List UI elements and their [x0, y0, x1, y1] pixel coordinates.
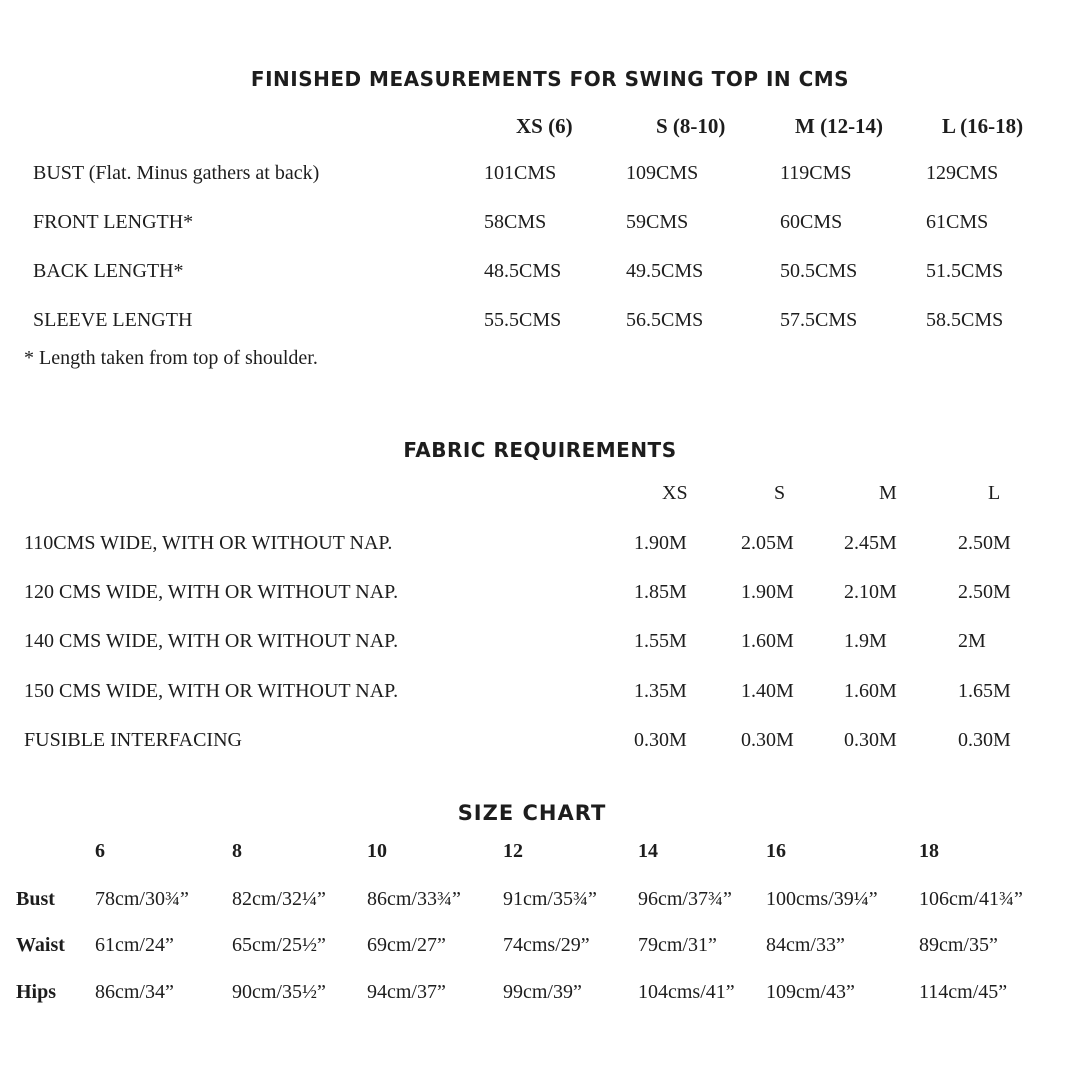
cell-value: 1.40M [741, 680, 794, 702]
cell-value: 58CMS [484, 211, 547, 233]
finished-measurements-title: FINISHED MEASUREMENTS FOR SWING TOP IN CMS [250, 67, 850, 91]
cell-value: 0.30M [634, 729, 687, 751]
size-chart-header: 8 [232, 840, 242, 862]
fabric-row-label: 150 CMS WIDE, WITH OR WITHOUT NAP. [24, 680, 399, 702]
size-chart-header: 14 [638, 840, 658, 862]
cell-value: 2M [958, 630, 986, 652]
cell-value: 82cm/32¼” [232, 888, 326, 910]
cell-value: 55.5CMS [484, 309, 562, 331]
cell-value: 1.55M [634, 630, 687, 652]
size-chart-header: 10 [367, 840, 387, 862]
fabric-size-header-s: S [774, 482, 786, 504]
cell-value: 90cm/35½” [232, 981, 326, 1003]
row-label-back-length: BACK LENGTH* [33, 260, 184, 282]
size-chart-header: 18 [919, 840, 939, 862]
cell-value: 1.85M [634, 581, 687, 603]
fabric-row-label: 140 CMS WIDE, WITH OR WITHOUT NAP. [24, 630, 399, 652]
cell-value: 48.5CMS [484, 260, 562, 282]
cell-value: 91cm/35¾” [503, 888, 597, 910]
cell-value: 1.9M [844, 630, 887, 652]
fabric-row-label: 120 CMS WIDE, WITH OR WITHOUT NAP. [24, 581, 399, 603]
footnote: * Length taken from top of shoulder. [24, 347, 318, 369]
fabric-size-header-m: M [879, 482, 897, 504]
cell-value: 65cm/25½” [232, 934, 326, 956]
cell-value: 84cm/33” [766, 934, 845, 956]
size-header-l: L (16-18) [942, 114, 1024, 138]
cell-value: 129CMS [926, 162, 999, 184]
size-header-m: M (12-14) [795, 114, 884, 138]
size-chart-header: 16 [766, 840, 786, 862]
cell-value: 50.5CMS [780, 260, 858, 282]
cell-value: 100cms/39¼” [766, 888, 878, 910]
cell-value: 86cm/34” [95, 981, 174, 1003]
cell-value: 99cm/39” [503, 981, 582, 1003]
cell-value: 2.50M [958, 581, 1011, 603]
size-chart-row-label-hips: Hips [16, 981, 57, 1003]
cell-value: 0.30M [741, 729, 794, 751]
row-label-bust: BUST (Flat. Minus gathers at back) [33, 162, 320, 184]
cell-value: 79cm/31” [638, 934, 717, 956]
cell-value: 2.45M [844, 532, 897, 554]
size-header-s: S (8-10) [656, 114, 726, 138]
row-label-front-length: FRONT LENGTH* [33, 211, 194, 233]
cell-value: 109CMS [626, 162, 699, 184]
cell-value: 1.35M [634, 680, 687, 702]
cell-value: 94cm/37” [367, 981, 446, 1003]
fabric-row-label: 110CMS WIDE, WITH OR WITHOUT NAP. [24, 532, 393, 554]
cell-value: 2.10M [844, 581, 897, 603]
cell-value: 106cm/41¾” [919, 888, 1023, 910]
size-chart-row-label-bust: Bust [16, 888, 55, 910]
cell-value: 69cm/27” [367, 934, 446, 956]
size-chart-header: 12 [503, 840, 523, 862]
cell-value: 119CMS [780, 162, 852, 184]
fabric-size-header-l: L [988, 482, 1001, 504]
size-header-xs: XS (6) [516, 114, 573, 138]
cell-value: 56.5CMS [626, 309, 704, 331]
cell-value: 0.30M [844, 729, 897, 751]
cell-value: 1.65M [958, 680, 1011, 702]
fabric-row-label: FUSIBLE INTERFACING [24, 729, 242, 751]
cell-value: 89cm/35” [919, 934, 998, 956]
cell-value: 1.90M [741, 581, 794, 603]
cell-value: 2.05M [741, 532, 794, 554]
cell-value: 2.50M [958, 532, 1011, 554]
cell-value: 101CMS [484, 162, 557, 184]
cell-value: 1.60M [741, 630, 794, 652]
cell-value: 0.30M [958, 729, 1011, 751]
row-label-sleeve-length: SLEEVE LENGTH [33, 309, 193, 331]
cell-value: 61CMS [926, 211, 989, 233]
cell-value: 59CMS [626, 211, 689, 233]
cell-value: 1.60M [844, 680, 897, 702]
cell-value: 114cm/45” [919, 981, 1008, 1003]
size-chart-header: 6 [95, 840, 105, 862]
fabric-size-header-xs: XS [662, 482, 688, 504]
size-chart-row-label-waist: Waist [16, 934, 65, 956]
fabric-requirements-title: FABRIC REQUIREMENTS [403, 438, 677, 462]
cell-value: 49.5CMS [626, 260, 704, 282]
size-chart-title: SIZE CHART [457, 801, 607, 825]
cell-value: 60CMS [780, 211, 843, 233]
cell-value: 104cms/41” [638, 981, 735, 1003]
cell-value: 61cm/24” [95, 934, 174, 956]
cell-value: 78cm/30¾” [95, 888, 189, 910]
cell-value: 1.90M [634, 532, 687, 554]
cell-value: 51.5CMS [926, 260, 1004, 282]
cell-value: 58.5CMS [926, 309, 1004, 331]
cell-value: 96cm/37¾” [638, 888, 732, 910]
cell-value: 109cm/43” [766, 981, 855, 1003]
cell-value: 74cms/29” [503, 934, 590, 956]
cell-value: 57.5CMS [780, 309, 858, 331]
cell-value: 86cm/33¾” [367, 888, 461, 910]
